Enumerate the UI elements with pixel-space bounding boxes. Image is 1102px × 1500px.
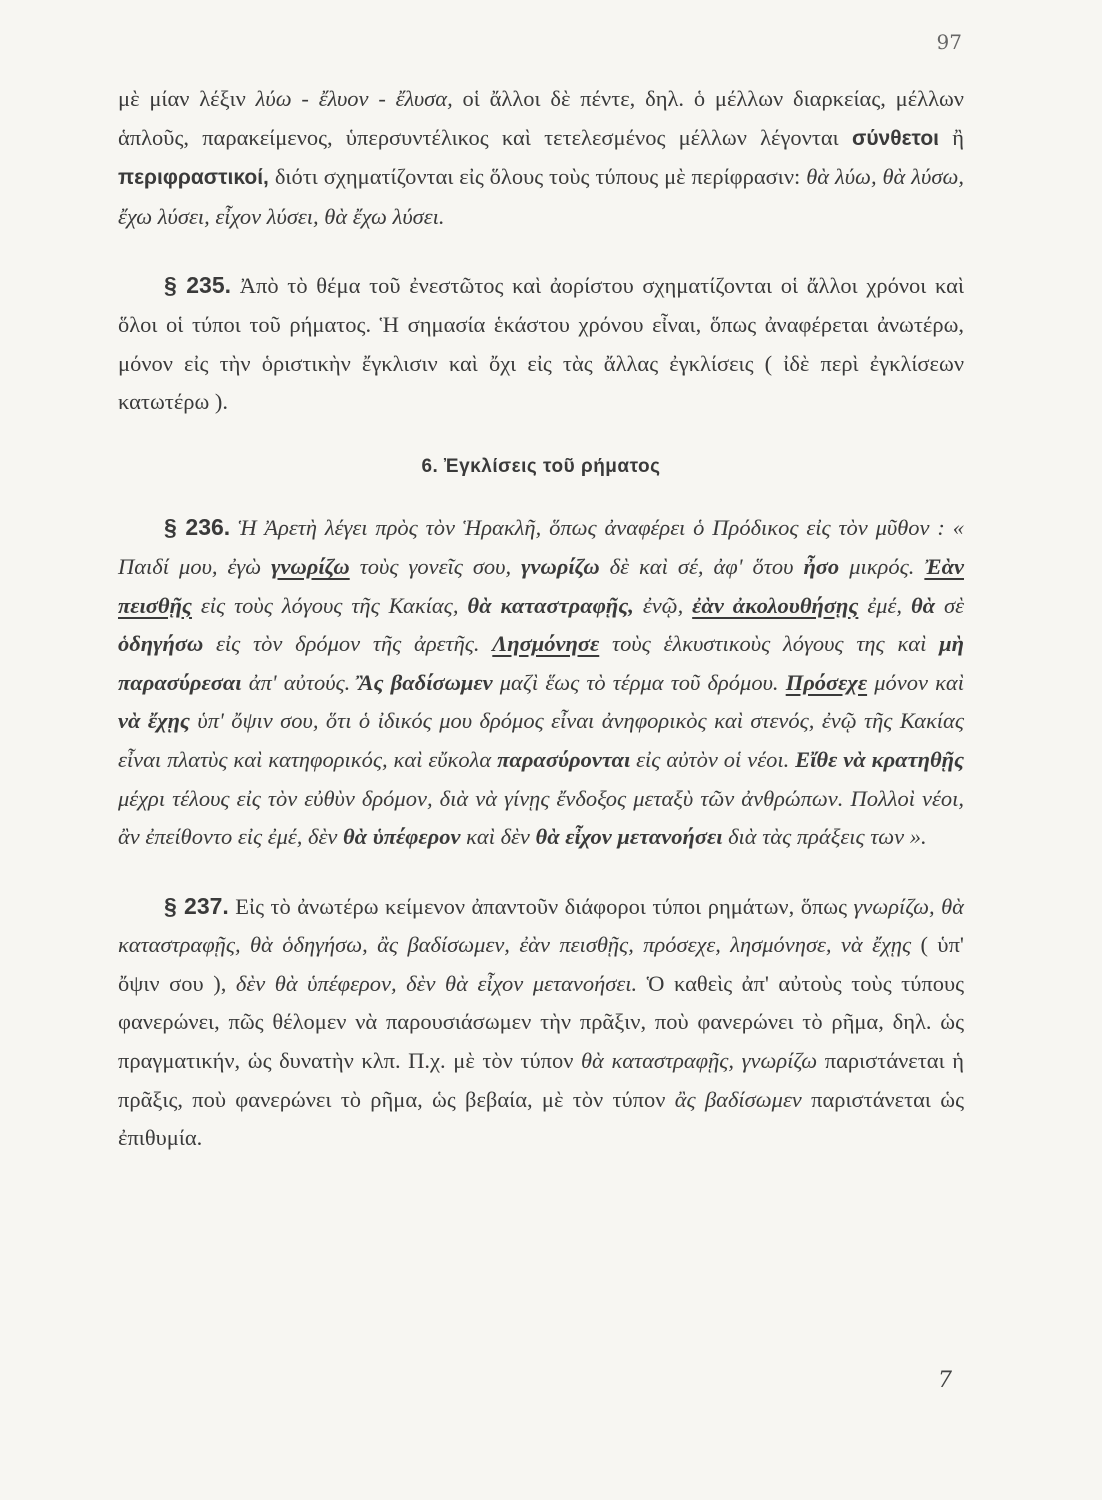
term-bold: σύνθετοι <box>851 126 939 150</box>
verb-form: Λησμόνησε <box>492 631 600 657</box>
text-italic: γνωρίζω, θὰ καταστραφῇς, θὰ ὁδηγήσω, ἂς βαδίσωμεν, ἐὰν πεισθῇς, πρόσεχε, λησμόνησε, νὰ ἔχῃς <box>118 893 964 958</box>
verb-form: ἦσο <box>803 553 840 579</box>
verb-form: νὰ ἔχῃς <box>118 708 190 734</box>
text-italic: μέχρι τέλους εἰς τὸν εὐθὺν δρόμον, διὰ νὰ γίνῃς ἔνδοξος μεταξὺ τῶν ἀνθρώπων. Πολλοὶ νέοι, ἂν ἐπείθοντο εἰς ἐμέ, δὲν <box>118 785 964 850</box>
page-body <box>118 80 964 1158</box>
text: Ὁ καθεὶς ἀπ' αὐτοὺς τοὺς τύπους φανερώνει, πῶς θέλομεν νὰ παρουσιάσωμεν τὴν πρᾶξιν, ποὺ φανερώνει τὸ ρῆμα, δηλ. ὡς πραγματικήν, ὡς δυνατὴν κλπ. Π.χ. μὲ τὸν τύπον <box>118 970 965 1074</box>
text-italic: μαζὶ ἕως τὸ τέρμα τοῦ δρόμου. <box>492 669 786 695</box>
section-number: § 235. <box>164 272 232 299</box>
verb-form: Εἴθε νὰ κρατηθῇς <box>795 746 965 772</box>
text-italic: Ἡ Ἀρετὴ λέγει πρὸς τὸν Ἡρακλῆ, ὅπως ἀναφέρει ὁ Πρόδικος εἰς τὸν μῦθον : « Παιδί μου, ἐγὼ <box>118 515 965 579</box>
text-italic: δὲ καὶ σέ, ἀφ' ὅτου <box>599 553 804 579</box>
text: διότι σχηματίζονται εἰς ὅλους τοὺς τύπους μὲ περίφρασιν: <box>268 164 807 190</box>
text: οἱ ἄλλοι δὲ πέντε, δηλ. ὁ μέλλων διαρκείας, μέλλων ἁπλοῦς, παρακείμενος, ὑπερσυντέλικος καὶ τετελεσμένος μέλλων λέγονται <box>118 86 964 150</box>
text: Ἀπὸ τὸ θέμα τοῦ ἐνεστῶτος καὶ ἀορίστου σχηματίζονται οἱ ἄλλοι χρόνοι καὶ ὅλοι οἱ τύποι τοῦ ρήματος. Ἡ σημασία ἑκάστου χρόνου εἶναι, ὅπως ἀναφέρεται ἀνωτέρω, μόνον εἰς τὴν ὁριστικὴν ἔγκλισιν καὶ ὄχι εἰς τὰς ἄλλας ἐγκλίσεις ( ἰδὲ περὶ ἐγκλίσεων κατωτέρω ). <box>118 273 964 415</box>
verb-form: ἐὰν ἀκολουθήσῃς <box>692 592 859 618</box>
verb-form: θὰ εἶχον μετανοήσει <box>535 824 723 850</box>
text-italic: εἰς τὸν δρόμον τῆς ἀρετῆς. <box>203 631 493 657</box>
text-italic: μόνον καὶ <box>867 669 964 695</box>
verb-form: Ἂς βαδίσωμεν <box>357 669 493 695</box>
verb-form: ὁδηγήσω <box>118 631 204 657</box>
paragraph-237 <box>118 887 964 1158</box>
text-italic: διὰ τὰς πράξεις των ». <box>722 824 927 850</box>
verb-form: θὰ καταστραφῇς, <box>467 592 634 618</box>
term-bold: περιφραστικοί, <box>118 166 269 190</box>
text-italic: ὑπ' ὄψιν σου, ὅτι ὁ ἰδικός μου δρόμος εἶναι ἀνηφορικὸς καὶ στενός, ἐνῷ τῆς Κακίας εἶναι πλατὺς καὶ κατηφορικός, καὶ εὔκολα <box>118 708 964 772</box>
paragraph-235 <box>118 266 964 421</box>
text-italic: εἰς τοὺς λόγους τῆς Κακίας, <box>191 592 468 618</box>
text-italic: δὲν θὰ ὑπέφερον, δὲν θὰ εἶχον μετανοήσει. <box>235 970 638 996</box>
text: παριστάνεται ἡ πρᾶξις, ποὺ φανερώνει τὸ ρῆμα, ὡς βεβαία, μὲ τὸν τύπον <box>118 1048 964 1112</box>
text-italic: ἀπ' αὐτούς. <box>241 669 358 695</box>
text-italic: λύω - ἔλυον - ἔλυσα, <box>255 86 453 111</box>
verb-form: γνωρίζω <box>521 553 600 579</box>
text: Εἰς τὸ ἀνωτέρω κείμενον ἀπαντοῦν διάφοροι τύποι ρημάτων, ὅπως <box>228 893 854 919</box>
verb-form: Πρόσεχε <box>785 669 868 695</box>
text-italic: ἐμέ, <box>858 592 911 618</box>
text-italic: τοὺς γονεῖς σου, <box>349 553 522 579</box>
verb-form: θὰ ὑπέφερον <box>342 824 461 850</box>
text-italic: καὶ δὲν <box>460 824 536 850</box>
text-italic: ἐνῷ, <box>633 592 693 618</box>
verb-form: θὰ <box>910 592 936 618</box>
text-italic: μικρός. <box>839 553 925 579</box>
paragraph-234-continuation <box>118 80 964 236</box>
verb-form: μὴ παρασύρεσαι <box>118 631 964 695</box>
section-number: § 237. <box>164 892 229 919</box>
verb-form: γνωρίζω <box>271 553 350 579</box>
text-italic: ἂς βαδίσωμεν <box>674 1086 802 1112</box>
printer-signature: 7 <box>938 1368 952 1393</box>
text-italic: σὲ <box>935 592 964 618</box>
text: μὲ μίαν λέξιν <box>118 86 256 111</box>
section-number: § 236. <box>164 514 231 541</box>
text: παριστάνεται ὡς ἐπιθυμία. <box>118 1086 964 1151</box>
verb-form: Ἐὰν πεισθῇς <box>118 553 964 618</box>
text-italic: θὰ καταστραφῇς, γνωρίζω <box>580 1048 818 1074</box>
paragraph-236 <box>118 508 964 856</box>
text-italic: τοὺς ἑλκυστικοὺς λόγους της καὶ <box>599 631 940 657</box>
text-italic: εἰς αὐτὸν οἱ νέοι. <box>630 746 796 772</box>
text: ( ὑπ' ὄψιν σου ), <box>118 932 964 996</box>
verb-form: παρασύρονται <box>497 746 631 772</box>
section-heading: 6. Ἐγκλίσεις τοῦ ρήματος <box>421 455 661 477</box>
text-italic: θὰ λύω, θὰ λύσω, ἔχω λύσει, εἶχον λύσει, θὰ ἔχω λύσει. <box>118 164 964 229</box>
page-number: 97 <box>936 30 962 54</box>
text: ἢ <box>939 124 964 150</box>
